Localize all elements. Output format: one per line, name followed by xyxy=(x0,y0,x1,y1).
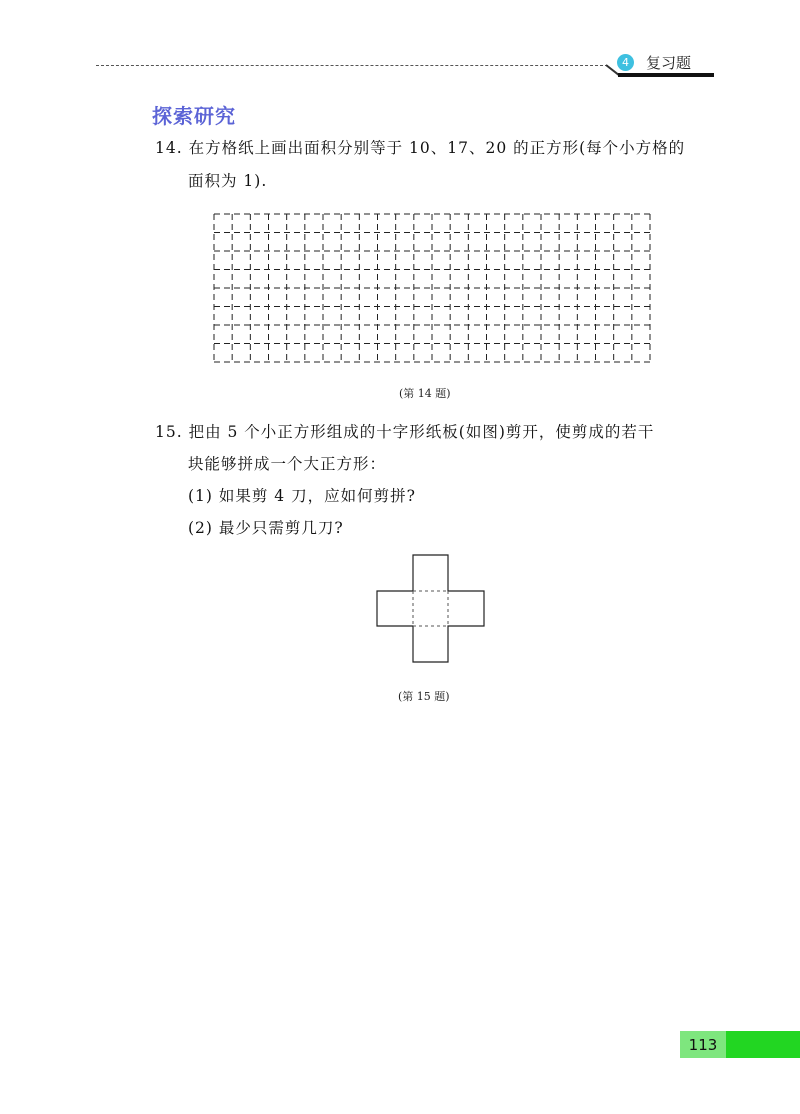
question-15-sub-1: (1) 如果剪 4 刀，应如何剪拼? xyxy=(188,487,416,505)
square-grid-figure xyxy=(214,214,650,362)
figure-14-caption: (第 14 题) xyxy=(399,387,451,400)
question-15-line-1: 15. 把由 5 个小正方形组成的十字形纸板(如图)剪开，使剪成的若干 xyxy=(155,423,655,441)
figure-15-caption: (第 15 题) xyxy=(398,690,450,703)
question-14-line-1: 14. 在方格纸上画出面积分别等于 10、17、20 的正方形(每个小方格的 xyxy=(155,139,686,157)
cross-shape-figure xyxy=(376,555,486,663)
question-14-line-2: 面积为 1). xyxy=(188,172,268,190)
question-15-sub-2: (2) 最少只需剪几刀? xyxy=(188,519,344,537)
page-number: 113 xyxy=(680,1031,726,1058)
cross-outline xyxy=(377,555,484,662)
chapter-title: 复习题 xyxy=(646,54,692,72)
header-dashed-rule xyxy=(96,65,608,66)
header-underline xyxy=(618,73,714,77)
section-title: 探索研究 xyxy=(152,104,236,128)
question-15-line-2: 块能够拼成一个大正方形： xyxy=(188,455,387,473)
page-number-bar xyxy=(726,1031,800,1058)
chapter-number-badge: 4 xyxy=(617,54,634,71)
